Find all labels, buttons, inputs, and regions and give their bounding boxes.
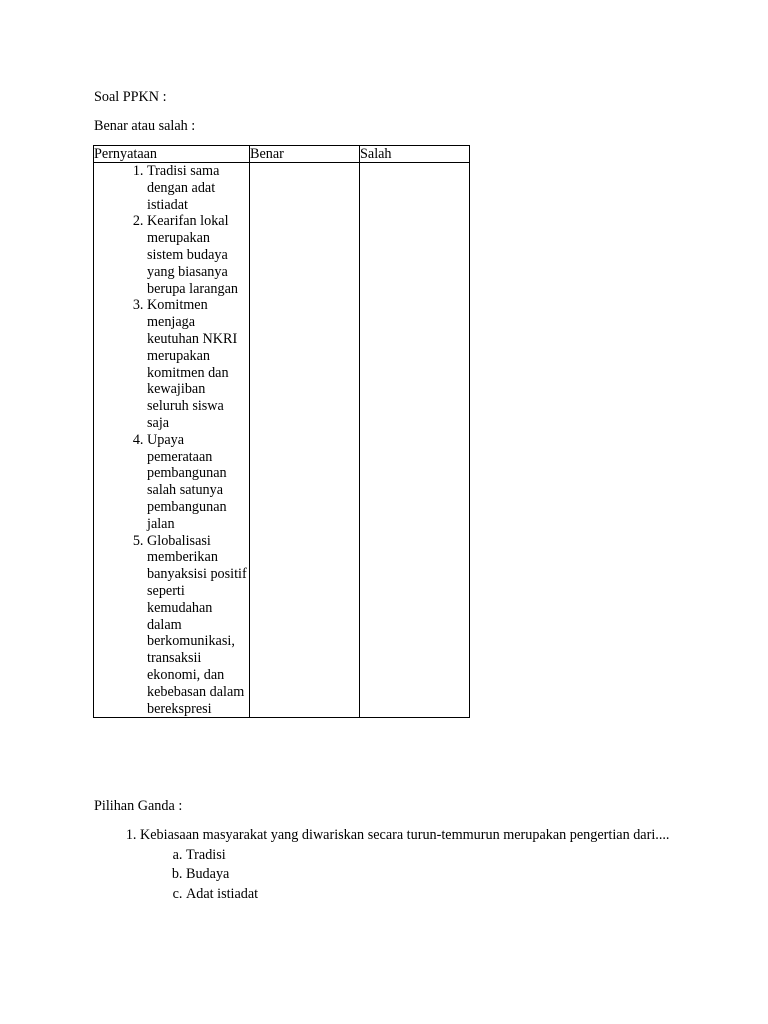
document-title: Soal PPKN :: [94, 89, 167, 105]
header-benar: Benar: [250, 146, 360, 163]
mc-option: c. Adat istiadat: [186, 885, 740, 905]
salah-answer-cell: [360, 163, 470, 718]
mc-option: a. Tradisi: [186, 846, 740, 866]
true-false-table: [93, 145, 470, 718]
statement-item: 1. Tradisi sama dengan adat istiadat: [147, 163, 249, 213]
mc-question-text: Kebiasaan masyarakat yang diwariskan secara turun-temmurun merupakan pengertian dari....: [140, 827, 670, 843]
mc-option-list: [140, 846, 740, 905]
benar-answer-cell: [250, 163, 360, 718]
table-body-row: [94, 163, 470, 718]
statement-item: 2. Kearifan lokal merupakan sistem budaya yang biasanya berupa larangan: [147, 213, 249, 297]
header-salah: Salah: [360, 146, 470, 163]
mc-question: [140, 826, 740, 904]
statement-item: 3. Komitmen menjaga keutuhan NKRI merupakan komitmen dan kewajiban seluruh siswa saja: [147, 297, 249, 431]
statement-item: 4. Upaya pemerataan pembangunan salah satunya pembangunan jalan: [147, 432, 249, 533]
true-false-section-title: Benar atau salah :: [94, 118, 196, 134]
statements-cell: [94, 163, 250, 718]
mc-option: b. Budaya: [186, 865, 740, 885]
table-header-row: [94, 146, 470, 163]
header-pernyataan: Pernyataan: [94, 146, 250, 163]
statement-list: [94, 163, 249, 717]
multiple-choice-section-title: Pilihan Ganda :: [94, 798, 183, 814]
statement-item: 5. Globalisasi memberikan banyaksisi positif seperti kemudahan dalam berkomunikasi, transaksii ekonomi, dan kebebasan dalam berekspresi: [147, 533, 249, 718]
multiple-choice-list: [92, 826, 740, 904]
